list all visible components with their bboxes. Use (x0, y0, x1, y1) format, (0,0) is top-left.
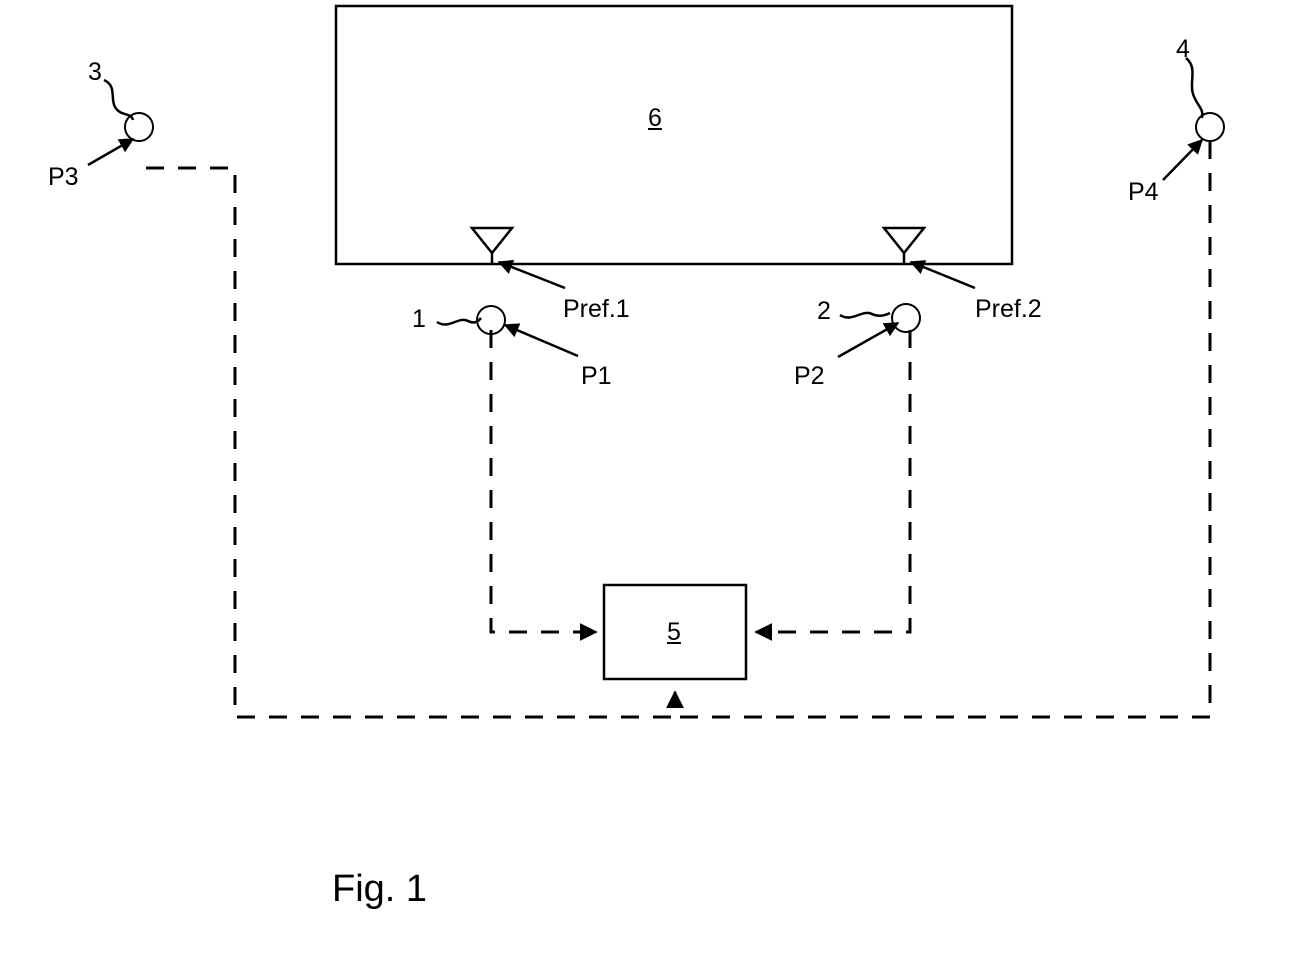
leader-p1 (505, 325, 578, 356)
block-6-label: 6 (648, 104, 662, 132)
leader-p3 (88, 139, 133, 165)
port-p2-circle (892, 304, 920, 332)
figure-caption: Fig. 1 (332, 868, 428, 910)
port-p3-label: P3 (48, 163, 79, 191)
port-p3-circle (125, 113, 153, 141)
leader-p2 (838, 323, 898, 357)
valve-pref1-symbol (472, 228, 512, 264)
valve-pref1-label: Pref.1 (563, 295, 630, 323)
block-6-rect (336, 6, 1012, 264)
callout-1-label: 1 (412, 305, 426, 333)
port-p4-circle (1196, 113, 1224, 141)
callout-2-label: 2 (817, 297, 831, 325)
line-p3-to-block5 (146, 168, 675, 717)
port-p1-circle (477, 306, 505, 334)
port-p4-label: P4 (1128, 178, 1159, 206)
valve-pref2-symbol (884, 228, 924, 264)
callout-4-squiggle (1186, 58, 1202, 118)
callout-3-label: 3 (88, 58, 102, 86)
callout-3-squiggle (104, 80, 133, 120)
callout-1-squiggle (437, 318, 481, 325)
block-5-label: 5 (667, 618, 681, 646)
callout-4-label: 4 (1176, 35, 1190, 63)
leader-pref1 (499, 262, 565, 288)
port-p2-label: P2 (794, 362, 825, 390)
valve-pref2-label: Pref.2 (975, 295, 1042, 323)
callout-2-squiggle (840, 313, 890, 318)
leader-pref2 (911, 262, 975, 288)
line-p2-to-block5 (756, 330, 910, 632)
leader-p4 (1163, 140, 1202, 180)
port-p1-label: P1 (581, 362, 612, 390)
